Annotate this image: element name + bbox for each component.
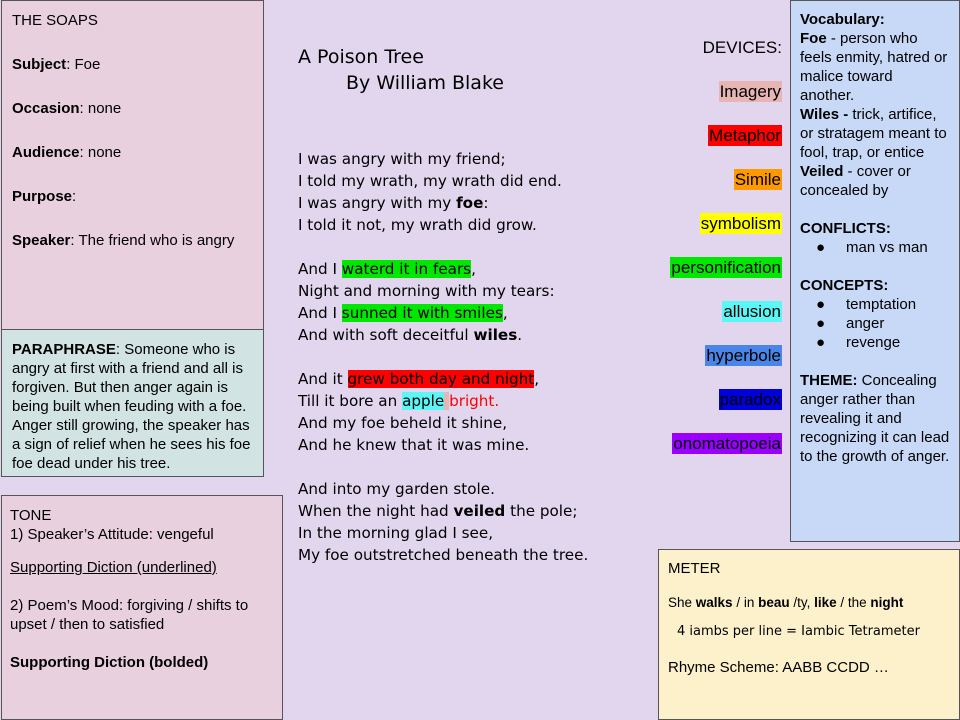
- paraphrase-label: PARAPHRASE: [12, 341, 116, 358]
- tone-attitude: 1) Speaker’s Attitude: vengeful: [10, 526, 214, 543]
- device-hyperbole: hyperbole: [706, 346, 781, 365]
- list-item: ● revenge: [816, 334, 901, 351]
- theme: THEME: Concealing anger rather than revealing it and recognizing it can lead to the growth of anger.: [800, 372, 950, 465]
- poem-line: My foe outstretched beneath the tree.: [298, 546, 589, 564]
- device-allusion: allusion: [723, 302, 781, 321]
- meter-iambs: 4 iambs per line = Iambic Tetrameter: [677, 624, 920, 639]
- device-imagery: Imagery: [719, 82, 781, 101]
- poem-author: By William Blake: [346, 72, 504, 94]
- soaps-panel: [1, 0, 264, 330]
- allusion-highlight: apple: [402, 392, 445, 410]
- rhyme-scheme: Rhyme Scheme: AABB CCDD …: [668, 659, 889, 676]
- tone-heading: TONE: [10, 507, 52, 524]
- soaps-occasion: Occasion: none: [12, 100, 122, 117]
- soaps-purpose: Purpose:: [12, 188, 77, 205]
- soaps-heading: THE SOAPS: [12, 12, 98, 29]
- device-simile: Simile: [734, 170, 781, 189]
- list-item: ● man vs man: [816, 239, 928, 256]
- stanza-2: [298, 258, 588, 346]
- soaps-audience: Audience: none: [12, 144, 122, 161]
- concepts-list: [800, 295, 950, 352]
- meter-example: She walks / in beau /ty, like / the night: [668, 595, 904, 610]
- conflicts-list: [800, 238, 950, 257]
- poem-line: In the morning glad I see,: [298, 524, 494, 542]
- device-paradox: paradox: [719, 390, 781, 409]
- device-symbolism: symbolism: [700, 214, 781, 233]
- poem-line: Till it bore an apple bright.: [298, 392, 500, 410]
- poem-line: And it grew both day and night,: [298, 370, 540, 388]
- vocab-veiled: Veiled - cover or concealed by: [800, 163, 911, 199]
- list-item: ● temptation: [816, 296, 917, 313]
- poem-line: I was angry with my friend;: [298, 150, 506, 168]
- poem-line: And I waterd it in fears,: [298, 260, 476, 278]
- stanza-1: [298, 148, 588, 236]
- vocabulary-panel: [790, 0, 960, 542]
- poem-body: [298, 148, 588, 588]
- tone-supporting-bolded: Supporting Diction (bolded): [10, 654, 209, 671]
- tone-mood: 2) Poem’s Mood: forgiving / shifts to upset / then to satisfied: [10, 597, 249, 633]
- concepts-heading: CONCEPTS:: [800, 277, 889, 294]
- poem-line: I told it not, my wrath did grow.: [298, 216, 537, 234]
- poem-line: When the night had veiled the pole;: [298, 502, 578, 520]
- device-onomatopoeia: onomatopoeia: [673, 434, 781, 453]
- metaphor-highlight: grew both day and night: [347, 370, 535, 388]
- poem-line: And he knew that it was mine.: [298, 436, 530, 454]
- personification-highlight: sunned it with smiles: [341, 304, 503, 322]
- stanza-3: [298, 368, 588, 456]
- device-metaphor: Metaphor: [709, 126, 781, 145]
- vocab-foe: Foe - person who feels enmity, hatred or malice toward another.: [800, 30, 948, 104]
- devices-legend: [670, 36, 782, 477]
- metaphor-text: bright.: [449, 392, 500, 410]
- vocab-heading: Vocabulary:: [800, 11, 885, 28]
- poem-line: And with soft deceitful wiles.: [298, 326, 523, 344]
- device-personification: personification: [671, 258, 781, 277]
- poem-line: I told my wrath, my wrath did end.: [298, 172, 562, 190]
- soaps-subject: Subject: Foe: [12, 56, 101, 73]
- poem-line: I was angry with my foe:: [298, 194, 489, 212]
- poem-title-block: [298, 44, 504, 96]
- poem-title: A Poison Tree: [298, 46, 424, 68]
- vocab-wiles: Wiles - trick, artifice, or stratagem meant to fool, trap, or entice: [800, 106, 947, 161]
- devices-heading: DEVICES:: [702, 38, 782, 57]
- soaps-speaker: Speaker: The friend who is angry: [12, 232, 235, 249]
- tone-supporting-underlined: Supporting Diction (underlined): [10, 559, 217, 576]
- poem-line: And into my garden stole.: [298, 480, 495, 498]
- stanza-4: [298, 478, 588, 566]
- tone-panel: [1, 495, 283, 720]
- meter-panel: [658, 549, 960, 720]
- paraphrase-panel: [1, 329, 264, 477]
- poem-line: And I sunned it with smiles,: [298, 304, 508, 322]
- conflicts-heading: CONFLICTS:: [800, 220, 891, 237]
- list-item: ● anger: [816, 315, 885, 332]
- paraphrase-text: : Someone who is angry at first with a friend and all is forgiven. But then anger again is being built when feuding with a foe. Anger still growing, the speaker has a sign of relief when he sees his foe foe dead under his tree.: [12, 341, 251, 472]
- poem-line: Night and morning with my tears:: [298, 282, 555, 300]
- personification-highlight: waterd it in fears: [341, 260, 472, 278]
- poem-line: And my foe beheld it shine,: [298, 414, 508, 432]
- meter-heading: METER: [668, 560, 721, 577]
